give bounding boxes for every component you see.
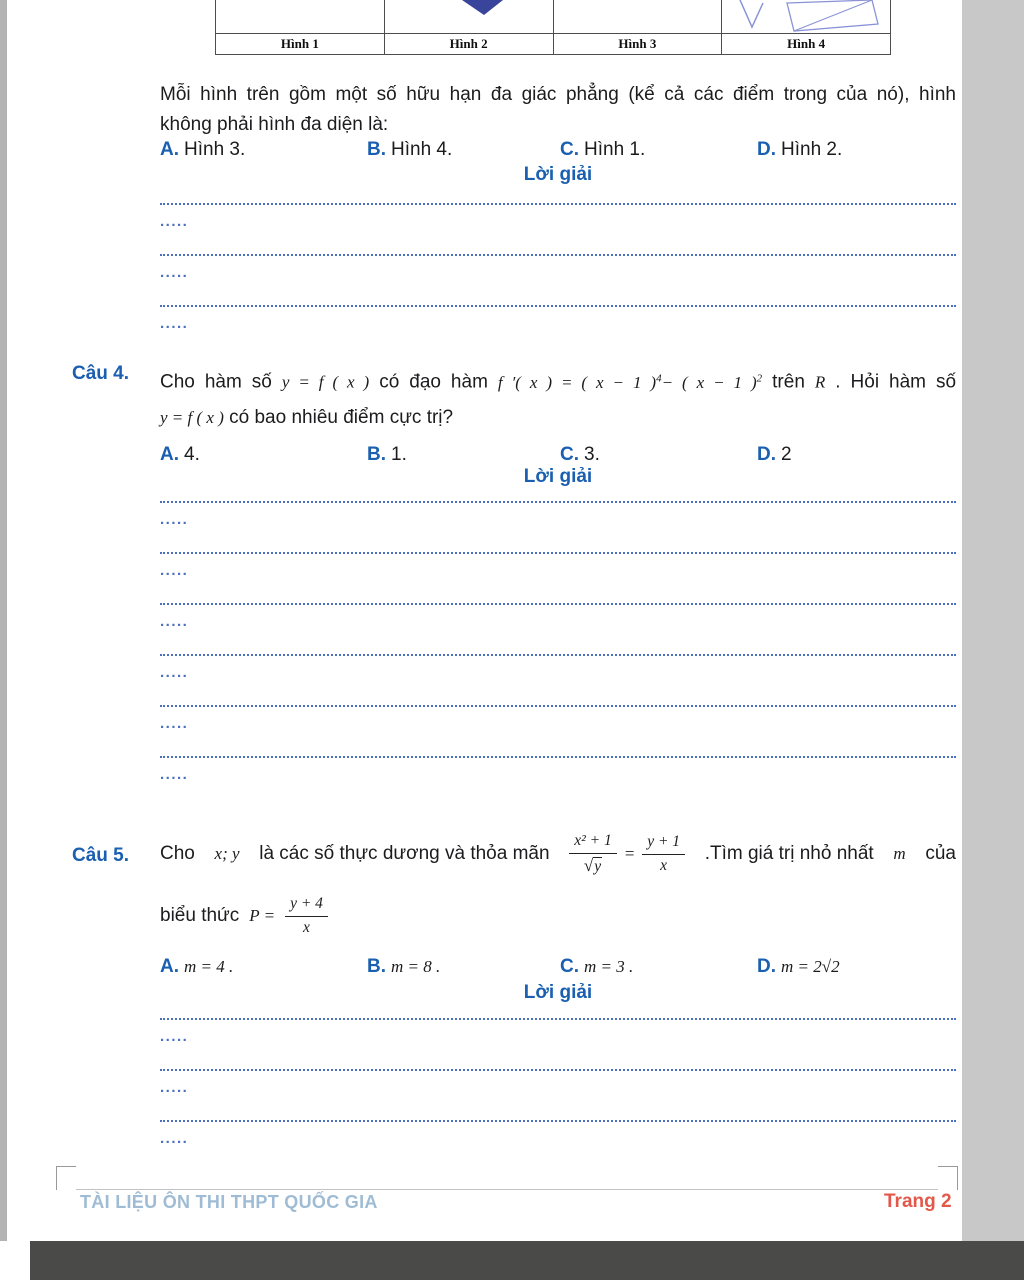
footer-document-title: TÀI LIỆU ÔN THI THPT QUỐC GIA [80, 1192, 378, 1212]
q5-equation [569, 831, 685, 876]
q4-math-fx2: y = f ( x ) [160, 408, 224, 427]
q5-option-a: A. m = 4 . [160, 956, 234, 977]
q5-line1 [160, 824, 956, 884]
dotted-answer-line [160, 481, 956, 503]
dotted-answer-stub: ..... [160, 1130, 189, 1147]
figure-cell-4 [722, 0, 891, 33]
q4-option-b: B. 1. [367, 444, 407, 465]
q5-option-c: C. m = 3 . [560, 956, 634, 977]
bottom-bar [30, 1241, 1024, 1280]
q3-option-d: D. Hình 2. [757, 139, 843, 160]
q3-option-c: C. Hình 1. [560, 139, 646, 160]
q4-text-4: . Hỏi hàm số [835, 371, 957, 393]
q5-text-3: .Tìm giá trị nhỏ nhất [704, 843, 874, 864]
q5-text-2: là các số thực dương và thỏa mãn [259, 843, 550, 864]
dotted-answer-stub: ..... [160, 315, 189, 332]
q4-line1 [160, 363, 956, 398]
dotted-answer-stub: ..... [160, 1028, 189, 1045]
dotted-answer-stub: ..... [160, 1079, 189, 1096]
q5-text-5: biểu thức [160, 905, 240, 926]
dotted-answer-stub: ..... [160, 715, 189, 732]
q5-math-P: P = [249, 906, 276, 925]
equals-sign: = [623, 844, 636, 863]
figure-table [215, 0, 891, 55]
dotted-answer-stub: ..... [160, 511, 189, 528]
figure-label-3: Hình 3 [553, 33, 722, 54]
dotted-answer-line [160, 634, 956, 656]
q5-text-4: của [925, 843, 956, 864]
dotted-answer-stub: ..... [160, 264, 189, 281]
q4-text-5: có bao nhiêu điểm cực trị? [229, 407, 454, 428]
q4-solution-lines [160, 481, 956, 787]
text-boundary-corner-right [938, 1166, 958, 1190]
q3-option-b: B. Hình 4. [367, 139, 453, 160]
q4-option-c: C. 3. [560, 444, 600, 465]
q4-option-d: D. 2 [757, 444, 792, 465]
dotted-answer-line [160, 183, 956, 205]
dotted-answer-line [160, 1100, 956, 1122]
q5-math-xy: x; y [214, 844, 240, 863]
q4-text-2: có đạo hàm [379, 371, 488, 393]
q4-derivative-formula: f ′( x ) = ( x − 1 )$^4$− ( x − 1 )$^2$ [497, 372, 763, 392]
dotted-answer-line [160, 998, 956, 1020]
q5-fraction-1: $\frac{\text{x² + 1}}{√y}$ [569, 831, 617, 876]
dotted-answer-line [160, 685, 956, 707]
dotted-answer-line [160, 736, 956, 758]
text-boundary-corner-left [56, 1166, 76, 1190]
q5-fraction-2: $\frac{y + 1}{x}$ [642, 832, 685, 875]
q5-option-b: B. m = 8 . [367, 956, 441, 977]
dotted-answer-line [160, 1049, 956, 1071]
q5-math-m: m [893, 844, 906, 863]
dotted-answer-stub: ..... [160, 664, 189, 681]
q5-number: Câu 5. [72, 845, 130, 866]
polyhedron-figure-2 [459, 0, 507, 16]
q5-text-1: Cho [160, 843, 195, 864]
q4-option-a: A. 4. [160, 444, 200, 465]
q5-solution-lines [160, 998, 956, 1151]
q3-text-line2: không phải hình đa diện là: [160, 114, 389, 135]
figure-cell-3 [553, 0, 722, 33]
dotted-answer-line [160, 285, 956, 307]
q4-solution-label: Lời giải [523, 466, 593, 487]
figure-label-4: Hình 4 [722, 33, 891, 54]
q5-fraction-3: $\frac{y + 4}{x}$ [285, 894, 328, 937]
footer-rule [76, 1189, 938, 1190]
q4-number: Câu 4. [72, 363, 130, 384]
right-gutter [962, 0, 1024, 1241]
radical-sign: √ [583, 855, 594, 875]
q3-solution-lines [160, 183, 956, 336]
dotted-answer-line [160, 234, 956, 256]
q5-line2 [160, 890, 956, 942]
q4-line2 [160, 403, 956, 433]
q3-solution-label: Lời giải [523, 164, 593, 185]
dotted-answer-line [160, 532, 956, 554]
q5-option-d: D. m = 2√2 [757, 956, 840, 977]
dotted-answer-stub: ..... [160, 213, 189, 230]
q3-text-line1: Mỗi hình trên gồm một số hữu hạn đa giác phẳng (kể cả các điểm trong của nó), hình [160, 84, 956, 105]
dotted-answer-stub: ..... [160, 562, 189, 579]
q4-text-3: trên [772, 371, 805, 393]
q4-math-fx: y = f ( x ) [281, 372, 370, 392]
q4-text-1: Cho hàm số [160, 371, 272, 393]
figure-label-2: Hình 2 [384, 33, 553, 54]
dotted-answer-stub: ..... [160, 613, 189, 630]
figure-cell-2 [384, 0, 553, 33]
figure-cell-1 [216, 0, 385, 33]
left-gutter [0, 0, 7, 1241]
dotted-answer-line [160, 583, 956, 605]
footer-page-number: Trang 2 [884, 1191, 952, 1212]
figure-label-1: Hình 1 [216, 33, 385, 54]
dotted-answer-stub: ..... [160, 766, 189, 783]
q4-math-R: R [814, 372, 826, 392]
polyhedron-figure-4 [730, 0, 886, 33]
q3-option-a: A. Hình 3. [160, 139, 246, 160]
q5-solution-label: Lời giải [523, 982, 593, 1003]
